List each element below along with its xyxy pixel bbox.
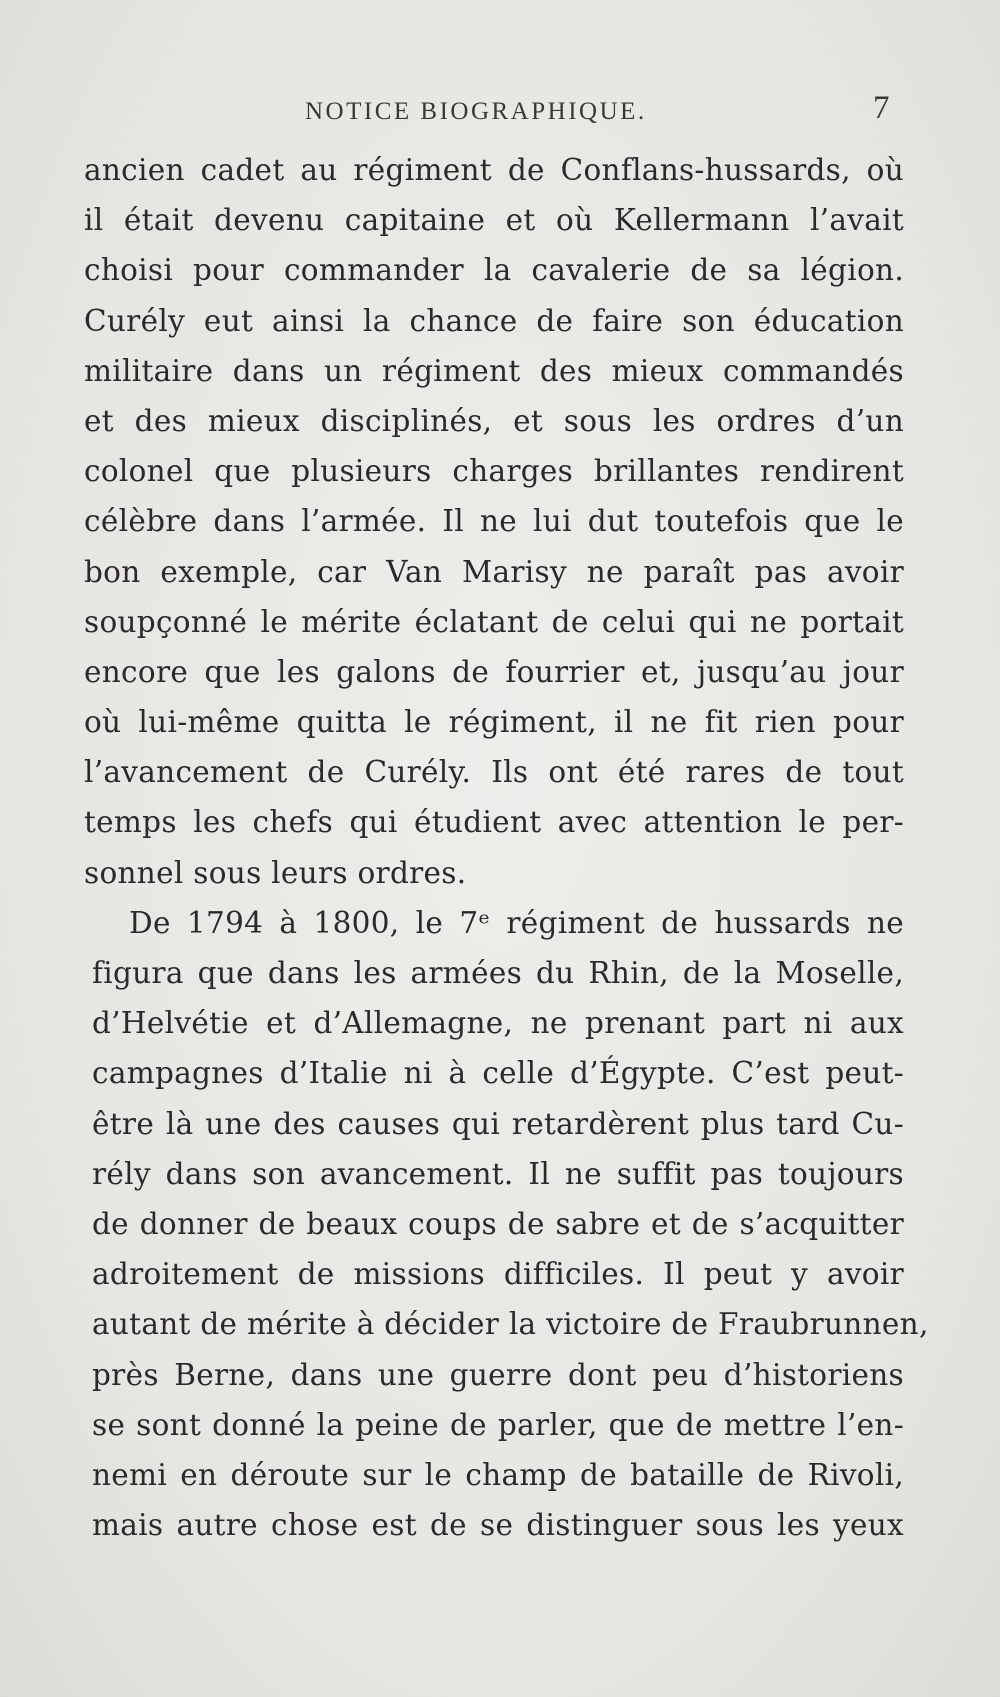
body-text <box>84 145 929 1550</box>
text-line: où lui-même quitta le régiment, il ne fit rien pour <box>84 705 904 740</box>
text-line: il était devenu capitaine et où Kellermann l’avait <box>84 203 904 238</box>
text-line: sonnel sous leurs ordres. <box>84 855 467 890</box>
text-line: nemi en déroute sur le champ de bataille de Rivoli, <box>92 1457 904 1492</box>
text-line: militaire dans un régiment des mieux commandés <box>84 353 904 388</box>
text-line: adroitement de missions difficiles. Il peut y avoir <box>92 1257 904 1292</box>
text-line: campagnes d’Italie ni à celle d’Égypte. C’est peut- <box>92 1056 904 1091</box>
paragraph-2 <box>84 898 929 1550</box>
text-line: colonel que plusieurs charges brillantes rendirent <box>84 454 904 489</box>
text-line: De 1794 à 1800, le 7ᵉ régiment de hussards ne <box>129 905 904 940</box>
text-line: l’avancement de Curély. Ils ont été rares de tout <box>84 755 904 790</box>
text-line: soupçonné le mérite éclatant de celui qui ne portait <box>84 604 904 639</box>
text-line: célèbre dans l’armée. Il ne lui dut toutefois que le <box>84 504 904 539</box>
text-line: rély dans son avancement. Il ne suffit pas toujours <box>92 1156 904 1191</box>
text-line: choisi pour commander la cavalerie de sa légion. <box>84 253 904 288</box>
text-line: ancien cadet au régiment de Conflans-hussards, où <box>84 153 904 187</box>
text-line: se sont donné la peine de parler, que de mettre l’en- <box>92 1407 904 1442</box>
running-head <box>0 90 1000 134</box>
text-line: encore que les galons de fourrier et, jusqu’au jour <box>84 654 904 689</box>
text-line: d’Helvétie et d’Allemagne, ne prenant part ni aux <box>92 1006 904 1041</box>
text-line: être là une des causes qui retardèrent plus tard Cu- <box>92 1106 904 1141</box>
text-line: bon exemple, car Van Marisy ne paraît pas avoir <box>84 554 904 589</box>
text-line: temps les chefs qui étudient avec attention le per- <box>84 805 904 840</box>
text-line: mais autre chose est de se distinguer sous les yeux <box>92 1508 904 1543</box>
running-title: NOTICE BIOGRAPHIQUE. <box>305 98 647 125</box>
page-number: 7 <box>873 90 890 126</box>
text-line: Curély eut ainsi la chance de faire son éducation <box>84 303 904 338</box>
paragraph-1 <box>84 145 904 898</box>
text-line: autant de mérite à décider la victoire de Fraubrunnen, <box>92 1307 929 1342</box>
text-line: et des mieux disciplinés, et sous les ordres d’un <box>84 403 904 438</box>
text-line: de donner de beaux coups de sabre et de s’acquitter <box>92 1206 904 1241</box>
text-line: près Berne, dans une guerre dont peu d’historiens <box>92 1357 904 1392</box>
text-line: figura que dans les armées du Rhin, de la Moselle, <box>92 956 904 990</box>
